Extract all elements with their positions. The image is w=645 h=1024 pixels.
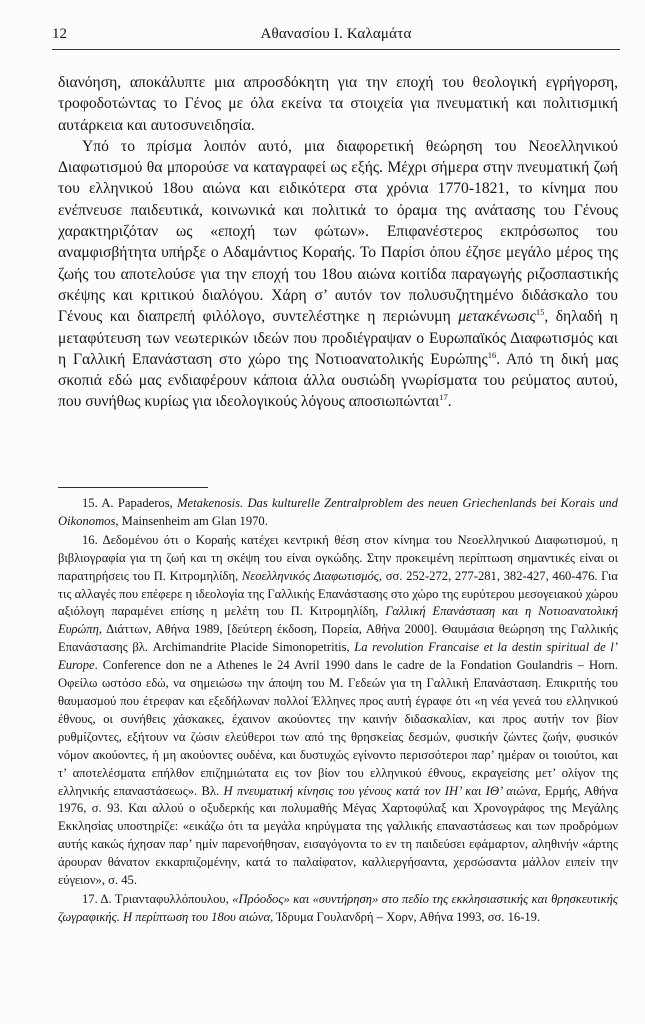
page-header [52, 22, 620, 44]
footnote-ref-16[interactable]: 16 [487, 349, 497, 360]
paragraph-1-text: διανόηση, αποκάλυπτε μια απροσδόκητη για την εποχή του θεολογική εγρήγορση, τροφοδοτώντας το Γένος με όλα εκείνα τα στοιχεία για πνευματική και πολιτισμική αυτάρκεια και αυτοσυνειδησία. [58, 74, 618, 134]
footnote-15-text-a: 15. A. Papaderos, [82, 496, 178, 510]
footnote-16 [58, 532, 618, 890]
paragraph-2 [58, 136, 618, 413]
running-title: Αθανασίου Ι. Καλαμάτα [260, 26, 412, 42]
footnote-separator [58, 487, 208, 488]
footnote-15-text-b: , Mainsenheim am Glan 1970. [115, 513, 268, 528]
term-metakenosis: μετακένωσις [458, 308, 536, 326]
paragraph-2-text-d: . [447, 393, 452, 411]
footnote-17 [58, 891, 618, 927]
footnote-16-text-e: , Ερμής, Αθήνα 1976, σ. 93. Και αλλού ο οξυδερκής και πολυμαθής Μέγας Χαρτοφύλαξ και Χρονογράφος της Μεγάλης Εκκλησίας υποστηρίζε: «εικάζω ότι τα μεγάλα κηρύγματα της γαλλικής επαναστάσεως και των προδρόμων αυτής κακώς ήχησαν παρ’ ημίν παρενοήθησαν, εισαγόγοντα το εν τη παιδεύσει εφάμαρτον, αληθινήν «άρτης άρουραν θάνατον εκκαρπιζομένην, κατά το παλαίφατον, καλλιεργήσαντα, χερσώσαντα μάλλον ειπείν την εύγειον», σ. 45. [58, 783, 618, 888]
page-number: 12 [52, 26, 67, 42]
footnote-16-text-c: , Διάττων, Αθήνα 1989, [δεύτερη έκδοση, Πορεία, Αθήνα 2000]. Θαυμάσια θεώρηση της Γαλλικής Επανάστασης βλ. Archimandrite Placide Simonopetritis, [58, 622, 618, 655]
footnote-16-title-2: Γαλλική Επανάσταση και η Νοτιοανατολική Ευρώπη [58, 604, 618, 637]
footnote-ref-17[interactable]: 17 [439, 392, 448, 403]
footnote-16-text-b: , σσ. 252-272, 277-281, 382-427, 460-476. Για τις αλλαγές που επέφερε η ιδεολογία της Γαλλικής Επανάστασης στο χώρο της ευρύτερου μεσογειακού χώρου αξιόλογη παραμένει επίσης η μελέτη του Π. Κιτρομηλίδη, [58, 568, 618, 619]
paragraph-2-text-c: . Από τη δική μας σκοπιά εδώ μας ενδιαφέρουν κάποια άλλα ουσιώδη γνωρίσματα του ρεύματος αυτού, που συνήθως κυρίως για ιδεολογικούς λόγους αποσιωπώνται [58, 350, 619, 411]
footnote-16-title-4: Η πνευματική κίνησις του γένους κατά τον ΙΗ’ και ΙΘ’ αιώνα [223, 783, 538, 798]
footnote-16-text-a: 16. Δεδομένου ότι ο Κοραής κατέχει κεντρική θέση στον κίνημα του Νεοελληνικού Διαφωτισμού, η βιβλιογραφία για τη ζωή και τη σκέψη του είναι ογκώδης. Στην προκειμένη περίπτωση σημαντικές είναι οι παρατηρήσεις του Π. Κιτρομηλίδη, [58, 532, 618, 583]
footnote-16-text-d: . Conference don ne a Athenes le 24 Avril 1990 dans le cadre de la Fondation Goulandris – Horn. Οφείλω ωστόσο εδώ, να σημειώσω την άποψη του Μ. Γεδεών για τη Γαλλική Επανάσταση. Επικριτής του θαυμασμού που έτρεφαν και εξεδήλωναν πολλοί Έλληνες προς αυτή έγραφε ότι «η νέα γενεά του ελληνικού έθνους, οι συνήθεις χάσκακες, έχαινον ακούοντες την καινήν διδασκαλίαν, και προς αυτήν τον βίον ρυθμίζοντες, εξήτουν να ζώσιν ελεύθεροι των από της θρησκείας δεσμών, φυσικήν ζώντες ζωήν, φυσικόν νόμον ακούοντες, ή μη ακούοντες ουδένα, και δυστυχώς εγίνοντο περισσότεροι παρ’ ημέραν οι τοιούτοι, και τ’ αποτελέσματα επήλθον επιζημιώτατα εις τον βίον του ελληνικού έθνους, εκραγείσης μετ’ ολίγον της ελληνικής επαναστάσεως». Βλ. [58, 658, 618, 798]
footnotes [58, 495, 618, 927]
paragraph-2-text-a: Υπό το πρίσμα λοιπόν αυτό, μια διαφορετική θεώρηση του Νεοελληνικού Διαφωτισμού θα μπορούσε να καταγραφεί ως εξής. Μέχρι σήμερα στην πνευματική ζωή του ελληνικού 18ου αιώνα και ειδικότερα στα χρόνια 1770-1821, το κίνημα που ενέπνευσε παιδευτικά, κοινωνικά και πολιτικά το όραμα της ανάτασης του Γένους χαρακτηριζόταν ως «εποχή των φώτων». Επιφανέστερος εκπρόσωπος του αναμφισβήτητα υπήρξε ο Αδαμάντιος Κοραής. Το Παρίσι όπου έζησε μεγάλο μέρος της ζωής του αποτελούσε για την εποχή του 18ου αιώνα κοιτίδα παραγωγής ριζοσπαστικής σκέψης και κριτικού διαλόγου. Χάρη σ’ αυτόν τον πολυσυζητημένο διδάσκαλο του Γένους και διαπρεπή φιλόλογο, συντελέστηκε η περιώνυμη [58, 137, 618, 326]
main-text [58, 72, 618, 413]
footnote-16-title-1: Νεοελληνικός Διαφωτισμός [241, 568, 379, 583]
paragraph-2-text-b: , δηλαδή η μεταφύτευση των νεωτερικών ιδεών που προδιέγραψαν ο Ευρωπαϊκός Διαφωτισμός και η Γαλλική Επανάσταση στο χώρο της Νοτιοανατολικής Ευρώπης [58, 308, 619, 368]
footnote-ref-15[interactable]: 15 [535, 307, 545, 318]
footnote-15 [58, 495, 618, 531]
footnote-16-title-3: La revolution Francaise et la destin spiritual de l’ Europe [58, 640, 618, 673]
footnote-17-text-a: 17. Δ. Τριανταφυλλόπουλου, [82, 891, 233, 906]
header-rule [52, 49, 620, 50]
paragraph-1 [58, 72, 618, 136]
footnote-15-title: Metakenosis. Das kulturelle Zentralproblem des neuen Griechenlands bei Korais und Oikonomos [58, 496, 618, 528]
footnote-17-text-b: , Ίδρυμα Γουλανδρή – Χορν, Αθήνα 1993, σσ. 16-19. [270, 909, 541, 924]
footnote-17-title: «Πρόοδος» και «συντήρηση» στο πεδίο της εκκλησιαστικής και θρησκευτικής ζωγραφικής. Η περίπτωση του 18ου αιώνα [58, 891, 618, 924]
